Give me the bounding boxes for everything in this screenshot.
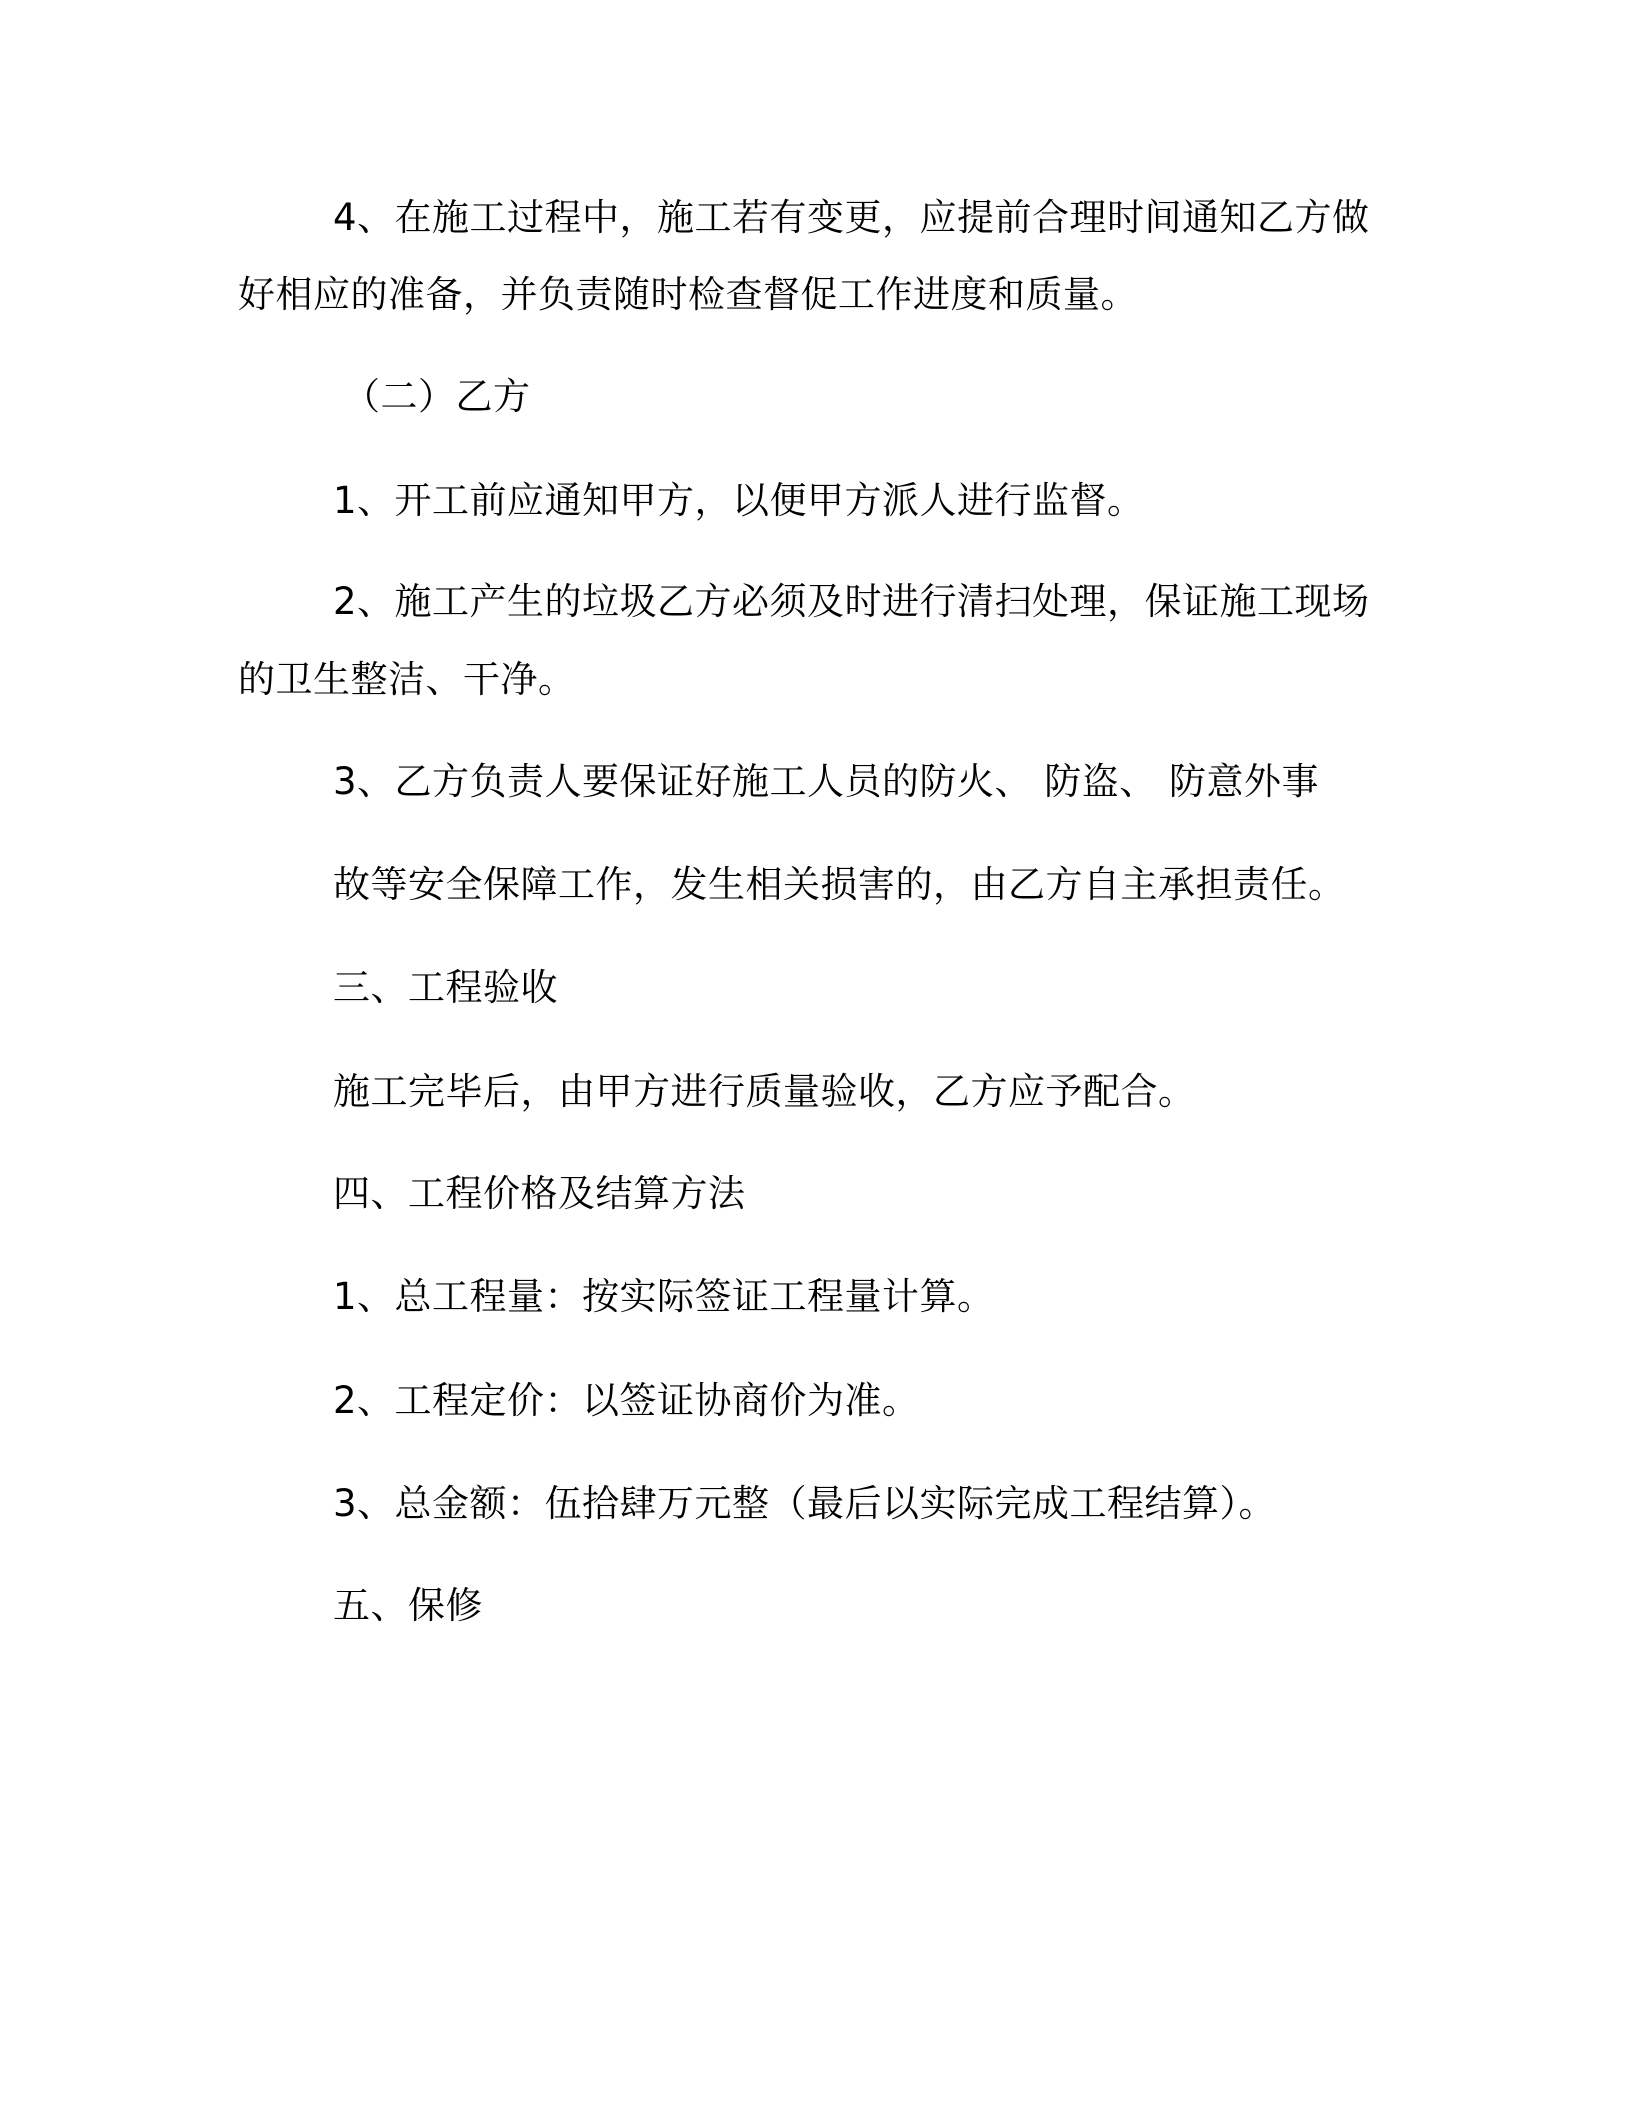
acceptance-text: 施工完毕后，由甲方进行质量验收，乙方应予配合。 [333,1070,1196,1113]
clause-b3-line2: 故等安全保障工作，发生相关损害的，由乙方自主承担责任。 [333,863,1346,906]
clause-b3-line1: 3、乙方负责人要保证好施工人员的防火、 防盗、 防意外事 [333,760,1320,803]
clause-b2-line1: 2、施工产生的垃圾乙方必须及时进行清扫处理，保证施工现场 [333,580,1370,623]
clause-b1: 1、开工前应通知甲方，以便甲方派人进行监督。 [333,479,1145,522]
pricing-item-3: 3、总金额：伍拾肆万元整（最后以实际完成工程结算）。 [333,1482,1277,1525]
clause-a4-line2: 好相应的准备，并负责随时检查督促工作进度和质量。 [238,273,1138,316]
clause-a4-line1: 4、在施工过程中，施工若有变更，应提前合理时间通知乙方做 [333,196,1370,239]
section-pricing-heading: 四、工程价格及结算方法 [333,1172,746,1215]
section-party-b-heading: （二）乙方 [343,375,531,418]
clause-b2-line2: 的卫生整洁、干净。 [238,658,576,701]
section-acceptance-heading: 三、工程验收 [333,966,558,1009]
section-warranty-heading: 五、保修 [333,1584,483,1627]
pricing-item-2: 2、工程定价：以签证协商价为准。 [333,1379,920,1422]
pricing-item-1: 1、总工程量：按实际签证工程量计算。 [333,1275,995,1318]
